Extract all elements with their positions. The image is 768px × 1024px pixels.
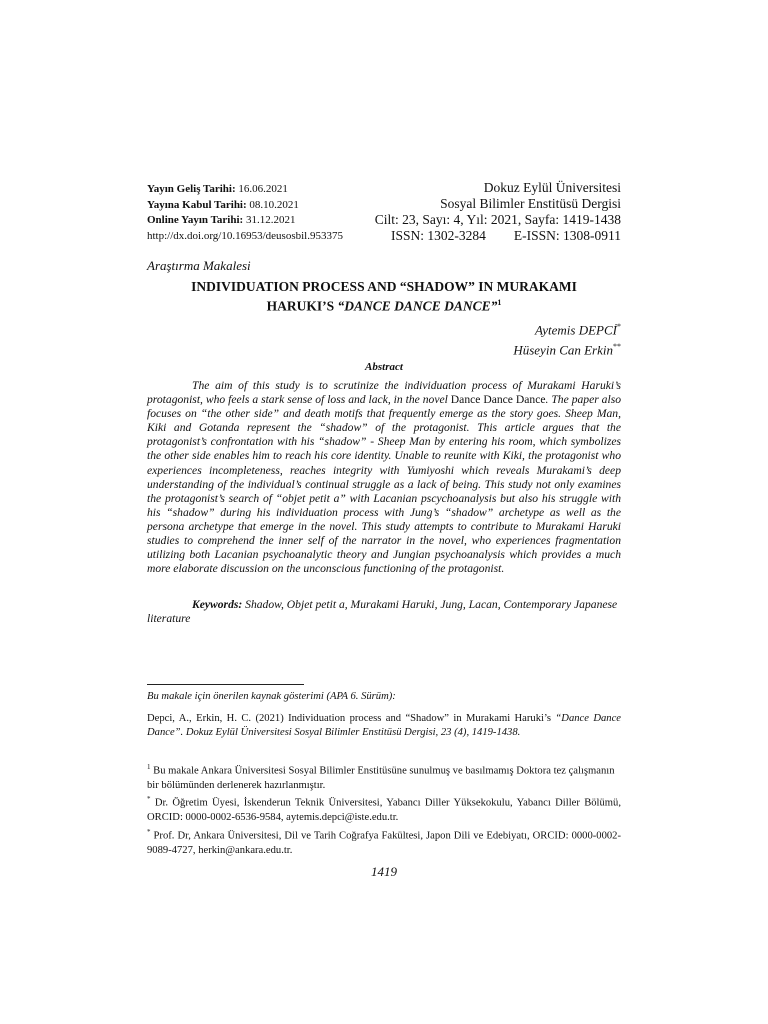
citation-heading-text: Bu makale için önerilen kaynak gösterimi (APA 6. Sürüm): [147, 691, 396, 702]
journal-university: Dokuz Eylül Üniversitesi [483, 180, 621, 195]
footnote-2 [147, 792, 621, 825]
citation-part-b: “Dance Dance Dance”. Dokuz Eylül Üniversitesi Sosyal Bilimler Enstitüsü Dergisi, 23 (4), 1419-1438. [147, 713, 621, 738]
author-2-mark: ** [613, 342, 621, 352]
footnote-1 [147, 760, 621, 793]
abstract-part-1: The aim of this study is to scrutinize the individuation process of Murakami Haruki’s protagonist, who feels a stark sense of loss and lack, in the novel [147, 379, 621, 407]
footnote-3 [147, 825, 621, 858]
author-1-mark: * [617, 322, 621, 331]
citation-heading [147, 690, 621, 704]
keywords-label: Keywords: [192, 598, 243, 611]
keywords [147, 598, 621, 626]
citation [147, 712, 621, 740]
footnote-2-mark: * [147, 795, 151, 803]
keywords-text: Shadow, Objet petit a, Murakami Haruki, Jung, Lacan, Contemporary Japanese literature [147, 598, 618, 626]
author-1-name: Aytemis DEPCİ [535, 322, 617, 338]
received-label: Yayın Geliş Tarihi: [147, 183, 236, 195]
journal-info [363, 180, 621, 244]
accepted-date-line [147, 198, 343, 214]
footnote-2-text: Dr. Öğretim Üyesi, İskenderun Teknik Üniversitesi, Yabancı Diller Yüksekokulu, Yabancı Diller Bölümü, ORCID: 0000-0002-6536-9584, aytemis.depci@iste.edu.tr. [147, 797, 621, 823]
doi-link[interactable]: http://dx.doi.org/10.16953/deusosbil.953375 [147, 229, 343, 242]
footnote-1-text: Bu makale Ankara Üniversitesi Sosyal Bilimler Enstitüsüne sunulmuş ve basılmamış Doktora tez çalışmanın bir bölümünden derlenerek hazırlanmıştır. [147, 765, 615, 791]
title-novel: “DANCE DANCE DANCE” [337, 298, 498, 314]
author-2 [513, 338, 621, 358]
journal-institute: Sosyal Bilimler Enstitüsü Dergisi [440, 196, 621, 211]
online-date: 31.12.2021 [245, 214, 296, 226]
journal-eissn: E-ISSN: 1308-0911 [513, 228, 621, 243]
title-part-a: HARUKI’S [266, 298, 338, 314]
journal-issn-line [363, 228, 621, 244]
accepted-date: 08.10.2021 [249, 198, 299, 211]
footnote-3-text: Prof. Dr, Ankara Üniversitesi, Dil ve Tarih Coğrafya Fakültesi, Japon Dili ve Edebiyatı, ORCID: 0000-0002-9089-4727, herkin@ankara.edu.tr. [147, 830, 621, 856]
citation-part-a: Depci, A., Erkin, H. C. (2021) Individuation process and “Shadow” in Murakami Haruki’s [147, 713, 556, 724]
author-2-name: Hüseyin Can Erkin [513, 342, 613, 358]
received-date-line [147, 182, 343, 198]
accepted-label: Yayına Kabul Tarihi: [147, 198, 247, 211]
footnote-3-mark: * [147, 828, 151, 836]
author-1 [513, 318, 621, 338]
online-date-line [147, 213, 343, 229]
article-type: Araştırma Makalesi [147, 258, 251, 273]
abstract-body [147, 379, 621, 576]
abstract-part-2: . The paper also focuses on “the other side” and death motifs that frequently emerge as the story goes. Sheep Man, Kiki and Gotanda represent the “shadow” of the protagonist. This article argues that the protagonist’s confrontation with his “shadow” - Sheep Man by entering his room, which symbolizes the other side enables him to reach his core identity. Unable to reunite with Kiki, the protagonist who experiences incompleteness, reaches integrity with Yumiyoshi which reveals Murakami’s deep understanding of the individual’s continual struggle as a lack of being. This study not only examines the protagonist’s search of “objet petit a” with Lacanian pscychoanalysis but also his struggle with his “shadow” during his individuation process with Jung’s “shadow” archetype as well as the persona archetype that emerge in the novel. This study attempts to contribute to Murakami Haruki studies to comprehend the inner self of the narrator in the novel, who experiences fragmentation utilizing both Lacanian psychoanalytic theory and Jungian psychoanalysis which provides a much more elaborate discussion on the unconscious functioning of the protagonist. [147, 393, 622, 576]
abstract-heading: Abstract [365, 361, 403, 373]
title-line-1: INDIVIDUATION PROCESS AND “SHADOW” IN MURAKAMI [191, 279, 577, 294]
title-line-2 [147, 295, 621, 315]
journal-volume: Cilt: 23, Sayı: 4, Yıl: 2021, Sayfa: 1419-1438 [374, 212, 621, 227]
article-title [147, 279, 621, 315]
title-footnote-mark: 1 [497, 298, 502, 307]
online-label: Online Yayın Tarihi: [147, 214, 244, 226]
footnote-1-mark: 1 [147, 763, 151, 771]
footnote-divider [147, 684, 304, 685]
page-number: 1419 [371, 864, 397, 879]
received-date: 16.06.2021 [238, 183, 288, 195]
abstract-novel-title: Dance Dance Dance [450, 393, 546, 407]
journal-issn: ISSN: 1302-3284 [390, 228, 486, 243]
authors [513, 318, 621, 359]
publication-dates [147, 182, 343, 244]
